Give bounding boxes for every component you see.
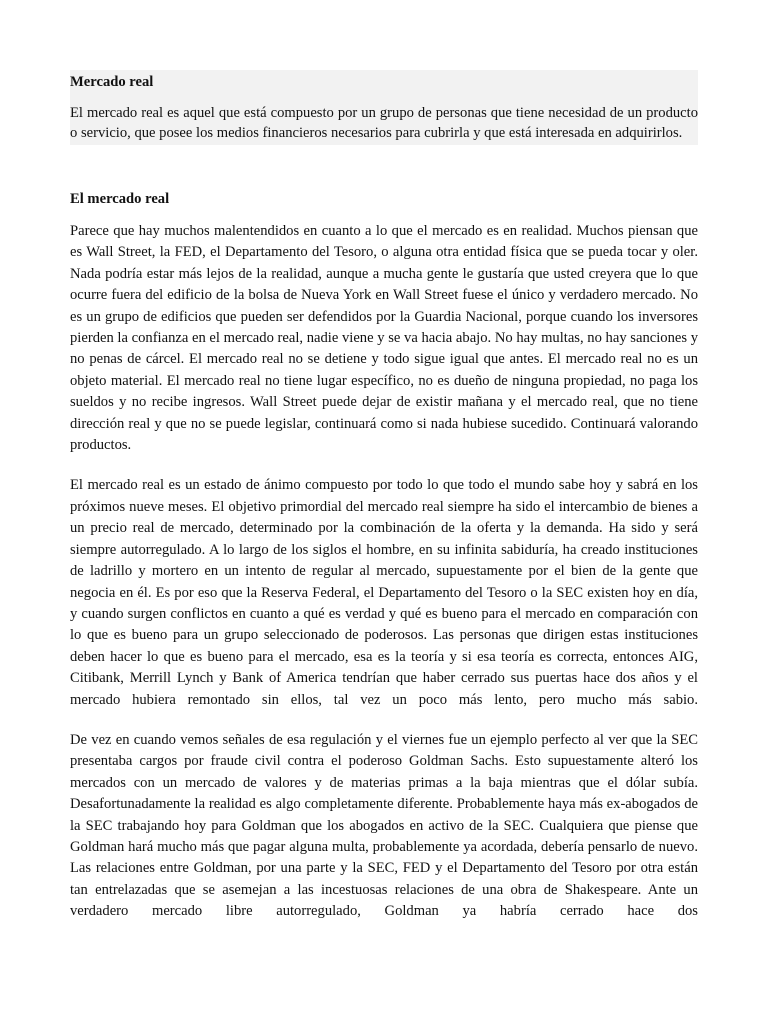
article-paragraph-1: Parece que hay muchos malentendidos en cuanto a lo que el mercado es en realidad. Muchos piensan que es Wall Street, la FED, el Departamento del Tesoro, o alguna otra entidad física que se pueda tocar y oler. Nada podría estar más lejos de la realidad, aunque a mucha gente le gustaría que usted creyera que lo que ocurre fuera del edificio de la bolsa de Nueva York en Wall Street fuese el único y verdadero mercado. No es un grupo de edificios que pueden ser defendidos por la Guardia Nacional, porque cuando los inversores pierden la confianza en el mercado real, nadie viene y se va hacia abajo. No hay multas, no hay sanciones y no penas de cárcel. El mercado real no se detiene y todo sigue igual que antes. El mercado real no es un objeto material. El mercado real no tiene lugar específico, no es dueño de ninguna propiedad, no paga los sueldos y no recibe ingresos. Wall Street puede dejar de existir mañana y el mercado real, que no tiene dirección real y que no se puede legislar, continuará como si nada hubiese sucedido. Continuará valorando productos. — [70, 223, 698, 454]
article-paragraph-3: De vez en cuando vemos señales de esa regulación y el viernes fue un ejemplo perfecto al ver que la SEC presentaba cargos por fraude civil contra el poderoso Goldman Sachs. Esto supuestamente alteró los mercados con un mercado de valores y de materias primas a la baja mientras que el dólar subía. Desafortunadamente la realidad es algo completamente diferente. Probablemente haya más ex-abogados de la SEC trabajando hoy para Goldman que los abogados en activo de la SEC. Cualquiera que piense que Goldman hará mucho más que pagar alguna multa, probablemente ya acordada, debería pensarlo de nuevo. Las relaciones entre Goldman, por una parte y la SEC, FED y el Departamento del Tesoro por otra están tan entrelazadas que se asemejan a las incestuosas relaciones de una obra de Shakespeare. Ante un verdadero mercado libre autorregulado, Goldman ya habría cerrado hace dos — [70, 731, 698, 920]
document-page — [70, 70, 698, 942]
definition-title: Mercado real — [70, 74, 154, 90]
article-paragraph-2: El mercado real es un estado de ánimo compuesto por todo lo que todo el mundo sabe hoy y sabrá en los próximos nueve meses. El objetivo primordial del mercado real siempre ha sido el intercambio de bienes a un precio real de mercado, determinado por la combinación de la oferta y la demanda. Ha sido y será siempre autorregulado. A lo largo de los siglos el hombre, en su infinita sabiduría, ha creado instituciones de ladrillo y mortero en un intento de regular al mercado, supuestamente por el bien de la gente que negocia en él. Es por eso que la Reserva Federal, el Departamento del Tesoro o la SEC existen hoy en día, y cuando surgen conflictos en cuanto a qué es verdad y qué es bueno para el mercado en comparación con lo que es bueno para un grupo seleccionado de poderosos. Las personas que dirigen estas instituciones deben hacer lo que es bueno para el mercado, esa es la teoría y si esa teoría es correcta, entonces AIG, Citibank, Merrill Lynch y Bank of America tendrían que haber cerrado sus puertas hace dos años y el mercado hubiera remontado sin ellos, tal vez un poco más lento, pero mucho más sabio. — [70, 477, 698, 708]
definition-box — [70, 70, 698, 145]
article-title: El mercado real — [70, 191, 170, 207]
definition-text: El mercado real es aquel que está compuesto por un grupo de personas que tiene necesidad de un producto o servicio, que posee los medios financieros necesarios para cubrirla y que está interesada en adquirirlos. — [70, 105, 698, 141]
